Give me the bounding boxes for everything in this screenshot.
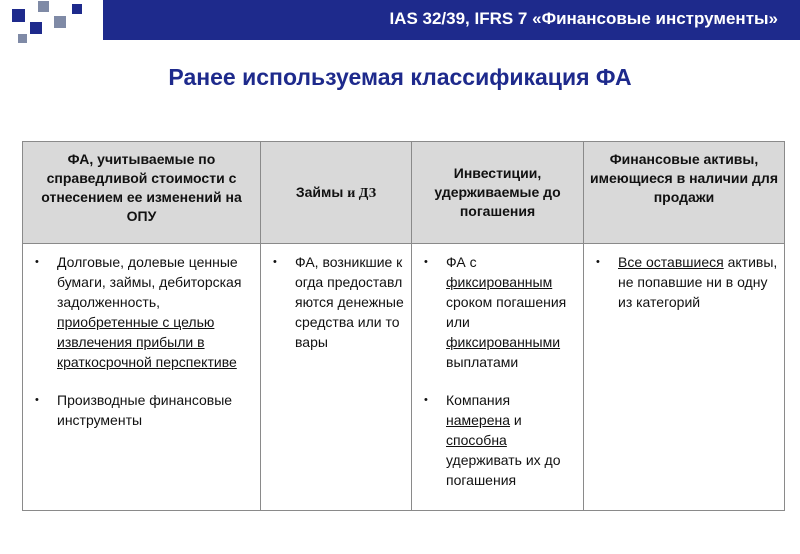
item-text-underlined: Все оставшиеся bbox=[618, 254, 724, 270]
item-text: и bbox=[510, 412, 522, 428]
decor-square bbox=[30, 22, 42, 34]
list-item bbox=[590, 252, 778, 312]
bullet-icon: • bbox=[273, 256, 277, 268]
column-header-loans-label: Займы bbox=[295, 183, 348, 200]
bullet-list bbox=[590, 252, 778, 312]
decor-square bbox=[38, 1, 49, 12]
column-header-loans-suffix: и ДЗ bbox=[347, 185, 377, 201]
bullet-icon: • bbox=[424, 394, 428, 406]
cell-htm bbox=[412, 244, 584, 511]
bullet-icon: • bbox=[35, 256, 39, 268]
item-text: активы, не попавшие ни в одну из категорий bbox=[618, 254, 778, 310]
column-header-fvtpl: ФА, учитываемые по справедливой стоимости с отнесением ее изменений на ОПУ bbox=[23, 142, 261, 244]
item-text-underlined: намерена bbox=[446, 412, 511, 428]
bullet-icon: • bbox=[596, 256, 600, 268]
header-bar bbox=[103, 0, 800, 40]
decor-square bbox=[18, 34, 27, 43]
column-header-htm: Инвестиции, удерживаемые до погашения bbox=[412, 142, 584, 244]
classification-table bbox=[22, 141, 785, 511]
bullet-icon: • bbox=[424, 256, 428, 268]
list-item bbox=[418, 390, 577, 490]
decor-square bbox=[72, 4, 82, 14]
list-item bbox=[267, 252, 405, 352]
decor-square bbox=[12, 9, 25, 22]
item-text: выплатами bbox=[446, 354, 519, 370]
table-header-row bbox=[23, 142, 785, 244]
list-item bbox=[29, 252, 254, 372]
item-text-underlined: фиксированными bbox=[446, 334, 561, 350]
decor-square bbox=[54, 16, 66, 28]
bullet-icon: • bbox=[35, 394, 39, 406]
item-text-underlined: способна bbox=[446, 432, 507, 448]
bullet-list bbox=[29, 252, 254, 430]
item-text: сроком погашения или bbox=[446, 294, 567, 330]
list-item bbox=[29, 390, 254, 430]
header-title: IAS 32/39, IFRS 7 «Финансовые инструменты» bbox=[389, 9, 778, 28]
item-text: удерживать их до погашения bbox=[446, 452, 561, 488]
cell-fvtpl bbox=[23, 244, 261, 511]
item-text: ФА с bbox=[446, 254, 477, 270]
bullet-list bbox=[418, 252, 577, 490]
item-text: Долговые, долевые ценные бумаги, займы, дебиторская задолженность, bbox=[57, 254, 242, 310]
item-text: Компания bbox=[446, 392, 511, 408]
item-text: Производные финансовые инструменты bbox=[57, 392, 233, 428]
column-header-loans bbox=[261, 142, 412, 244]
item-text: ФА, возникшие когда предоставляются денежные средства или товары bbox=[295, 254, 404, 350]
column-header-afs: Финансовые активы, имеющиеся в наличии для продажи bbox=[584, 142, 785, 244]
list-item bbox=[418, 252, 577, 372]
cell-afs bbox=[584, 244, 785, 511]
item-text-underlined: приобретенные с целью извлечения прибыли в краткосрочной перспективе bbox=[57, 314, 237, 370]
bullet-list bbox=[267, 252, 405, 352]
table-row bbox=[23, 244, 785, 511]
page-title: Ранее используемая классификация ФА bbox=[168, 64, 632, 90]
item-text-underlined: фиксированным bbox=[446, 274, 553, 290]
cell-loans bbox=[261, 244, 412, 511]
